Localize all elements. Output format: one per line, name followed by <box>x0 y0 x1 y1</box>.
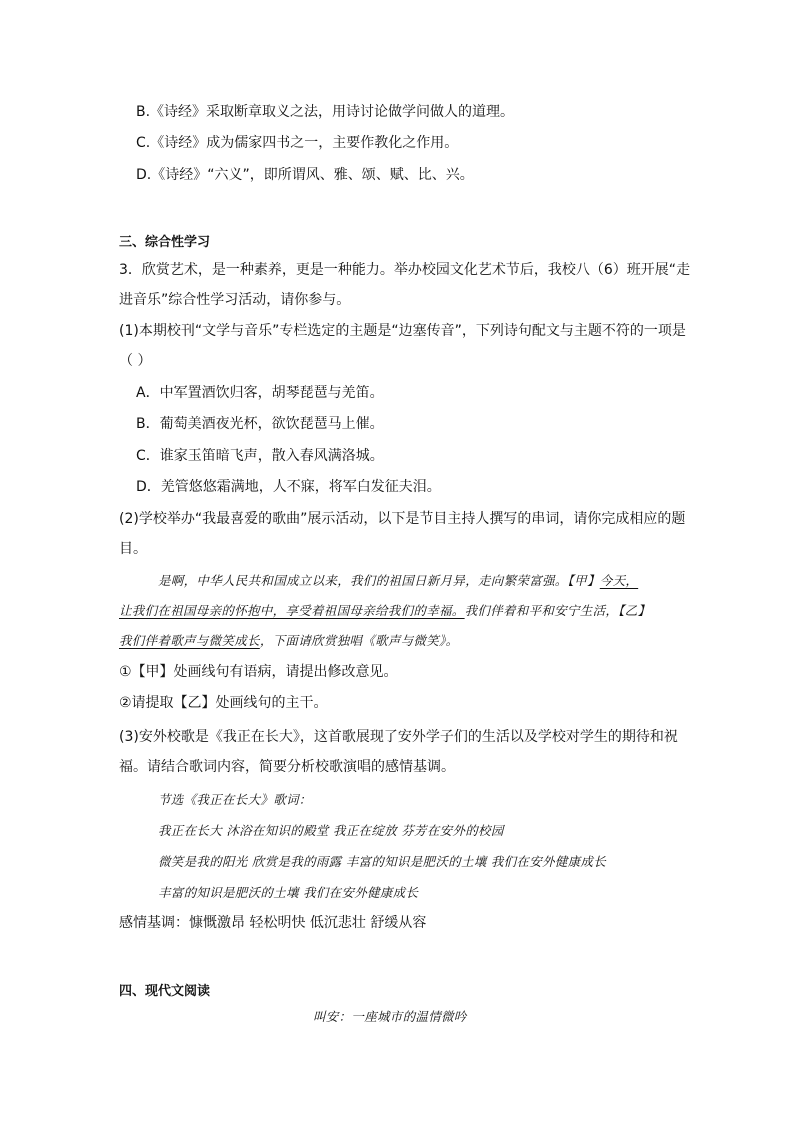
option-c: C.《诗经》成为儒家四书之一，主要作教化之作用。 <box>136 135 459 151</box>
sub2-item-1: ①【甲】处画线句有语病，请提出修改意见。 <box>119 664 398 680</box>
section-heading: 四、现代文阅读 <box>119 984 211 999</box>
underlined-sentence-jia: 让我们在祖国母亲的怀抱中，享受着祖国母亲给我们的幸福。 <box>119 603 465 618</box>
sub1-option-c: C．谁家玉笛暗飞声，散入春风满洛城。 <box>136 448 384 464</box>
sub-question-1: (1)本期校刊“文学与音乐”专栏选定的主题是“边塞传音”，下列诗句配文与主题不符的一项是 <box>119 323 686 339</box>
sub1-option-a: A．中军置酒饮归客，胡琴琵琶与羌笛。 <box>136 385 384 401</box>
emotion-choices: 感情基调：慷慨激昂 轻松明快 低沉悲壮 舒缓从容 <box>119 915 427 931</box>
passage-text: 是啊，中华人民共和国成立以来，我们的祖国日新月异，走向繁荣富强。【甲】 <box>158 573 600 588</box>
lyrics-line: 我正在长大 沐浴在知识的殿堂 我正在绽放 芬芳在安外的校园 <box>158 823 504 838</box>
question-3-stem-cont: 进音乐”综合性学习活动，请你参与。 <box>119 292 351 308</box>
section-heading: 三、综合性学习 <box>119 235 211 250</box>
sub2-item-2: ②请提取【乙】处画线句的主干。 <box>119 695 328 711</box>
passage-text: 我们伴着和平和安宁生活，【乙】 <box>464 603 651 618</box>
question-3-stem: 3．欣赏艺术，是一种素养，更是一种能力。举办校园文化艺术节后，我校八（6）班开展“走 <box>119 262 691 278</box>
lyrics-line: 微笑是我的阳光 欣赏是我的雨露 丰富的知识是肥沃的土壤 我们在安外健康成长 <box>158 854 607 869</box>
passage-line <box>119 601 650 621</box>
lyrics-title: 节选《我正在长大》歌词： <box>158 792 312 807</box>
passage-text: ，下面请欣赏独唱《歌声与微笑》。 <box>259 633 459 648</box>
passage-line <box>158 571 638 591</box>
sub1-option-d: D．羌管悠悠霜满地，人不寐，将军白发征夫泪。 <box>136 479 441 495</box>
underlined-sentence-jia: 今天， <box>599 573 639 588</box>
option-b: B.《诗经》采取断章取义之法，用诗讨论做学问做人的道理。 <box>136 104 515 120</box>
sub-question-2-cont: 目。 <box>119 541 147 557</box>
answer-bracket: （ ） <box>119 353 152 369</box>
underlined-sentence-yi: 我们伴着歌声与微笑成长 <box>119 633 260 648</box>
sub-question-2: (2)学校举办“我最喜爱的歌曲”展示活动，以下是节目主持人撰写的串词，请你完成相应的题 <box>119 511 686 527</box>
sub-question-3-cont: 福。请结合歌词内容，简要分析校歌演唱的感情基调。 <box>119 759 455 775</box>
lyrics-line: 丰富的知识是肥沃的土壤 我们在安外健康成长 <box>158 885 419 900</box>
passage-line <box>119 631 458 651</box>
sub1-option-b: B．葡萄美酒夜光杯，欲饮琵琶马上催。 <box>136 416 384 432</box>
option-d: D.《诗经》“六义”，即所谓风、雅、颂、赋、比、兴。 <box>136 167 474 183</box>
article-title: 叫安：一座城市的温情微吟 <box>313 1009 467 1024</box>
sub-question-3: (3)安外校歌是《我正在长大》，这首歌展现了安外学子们的生活以及学校对学生的期待和祝 <box>119 729 678 745</box>
